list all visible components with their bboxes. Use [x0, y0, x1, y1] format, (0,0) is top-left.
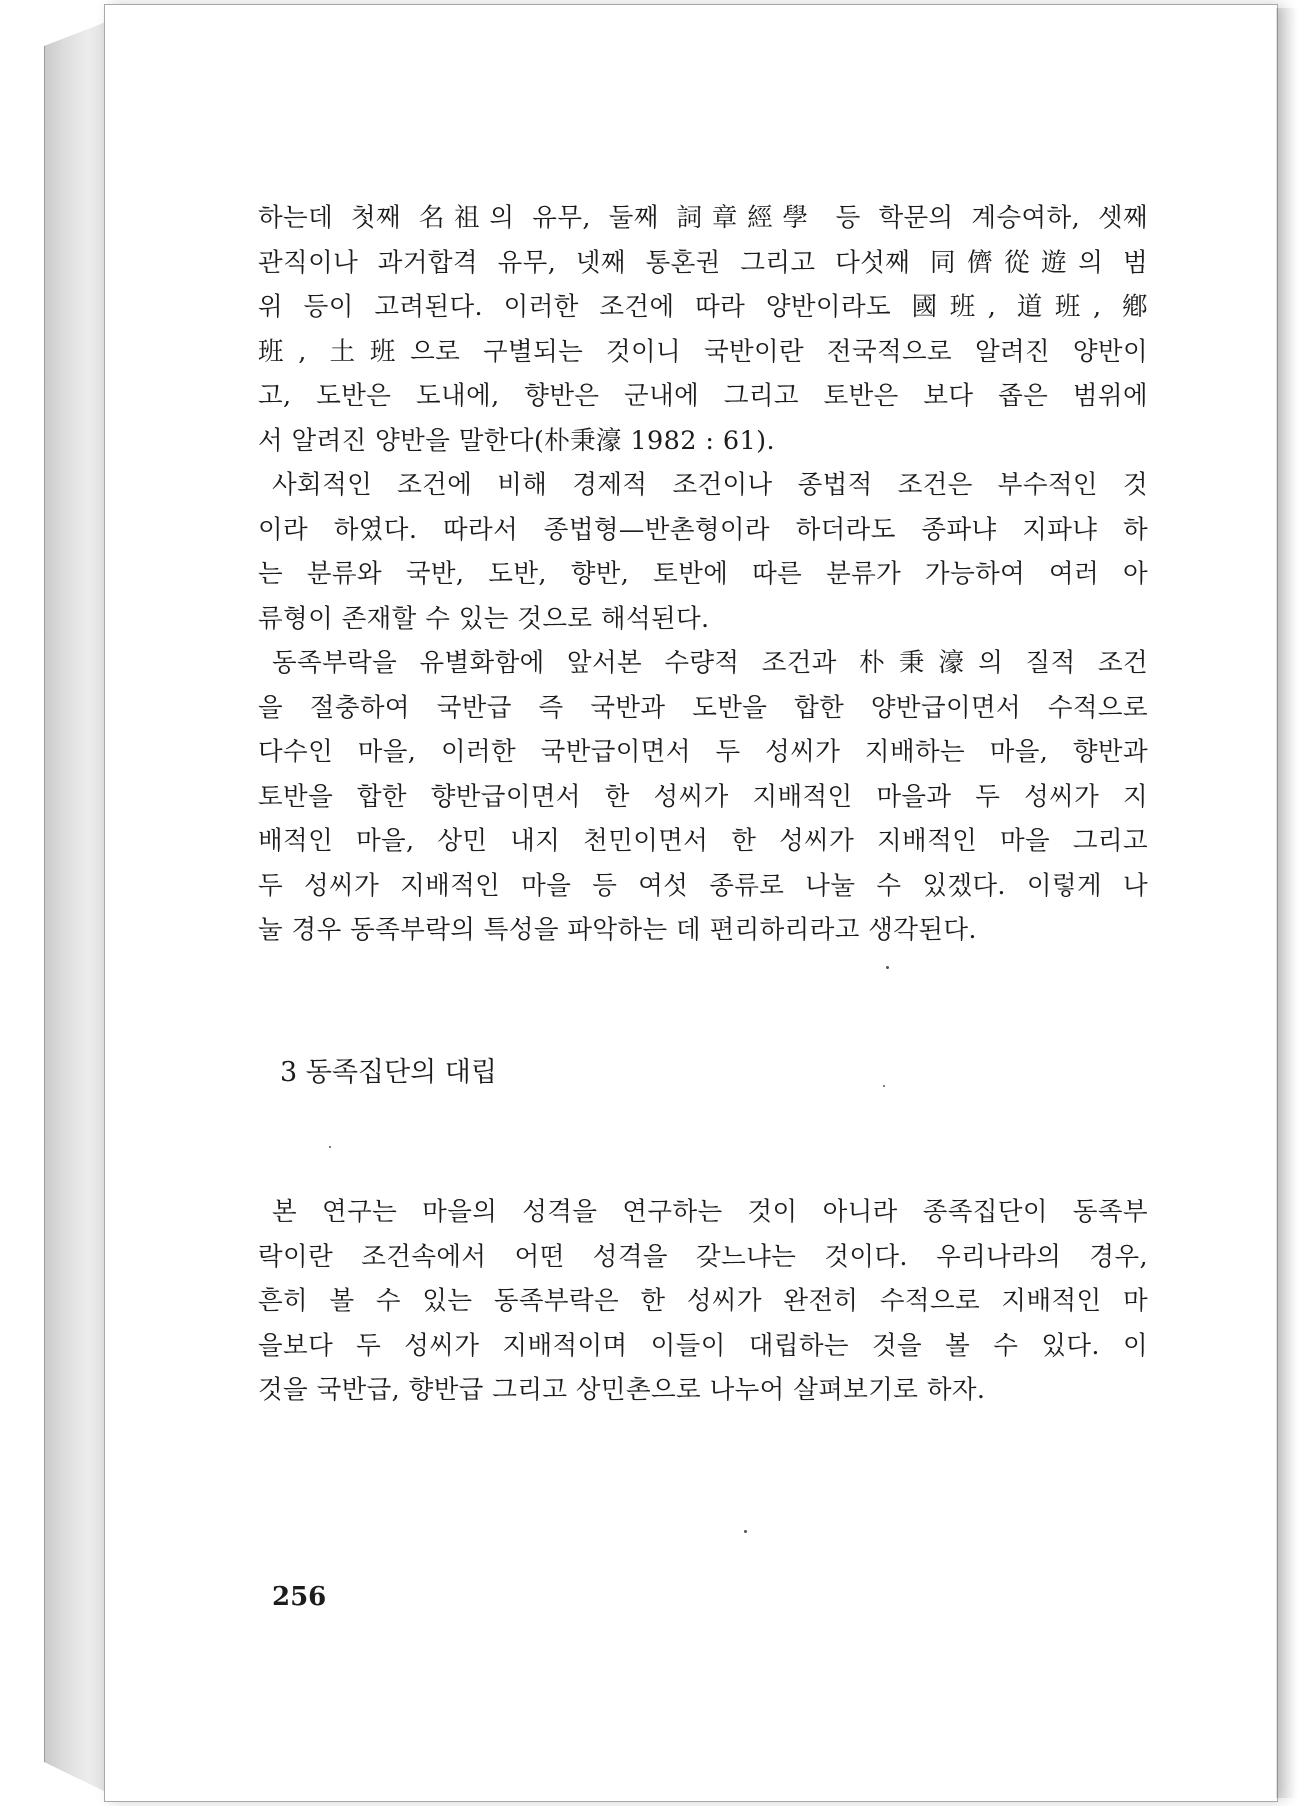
text-line: 다수인 마을, 이러한 국반급이면서 두 성씨가 지배하는 마을, 향반과 [258, 737, 1148, 767]
section-heading: 3 동족집단의 대립 [280, 1057, 497, 1088]
text-line: 류형이 존재할 수 있는 것으로 해석된다. [258, 603, 710, 634]
text-line: 배적인 마을, 상민 내지 천민이면서 한 성씨가 지배적인 마을 그리고 [258, 826, 1148, 856]
scan-speck [329, 1146, 331, 1148]
text-line: 하는데 첫째 名祖의 유무, 둘째 詞章經學 등 학문의 계승여하, 셋째 [258, 203, 1148, 233]
text-line: 것을 국반급, 향반급 그리고 상민촌으로 나누어 살펴보기로 하자. [258, 1375, 986, 1405]
text-line: 사회적인 조건에 비해 경제적 조건이나 종법적 조건은 부수적인 것 [272, 470, 1148, 500]
text-line: 토반을 합한 향반급이면서 한 성씨가 지배적인 마을과 두 성씨가 지 [258, 781, 1148, 812]
scan-speck [883, 1085, 885, 1087]
scan-speck [744, 1530, 747, 1533]
text-line: 눌 경우 동족부락의 특성을 파악하는 데 편리하리라고 생각된다. [258, 915, 977, 945]
text-line: 본 연구는 마을의 성격을 연구하는 것이 아니라 종족집단이 동족부 [272, 1197, 1148, 1227]
paragraph-1 [258, 196, 1148, 463]
page-number: 256 [272, 1582, 327, 1612]
text-line: 는 분류와 국반, 도반, 향반, 토반에 따른 분류가 가능하여 여러 아 [258, 559, 1148, 589]
text-line: 위 등이 고려된다. 이러한 조건에 따라 양반이라도 國班, 道班, 鄕 [258, 292, 1148, 322]
text-line: 서 알려진 양반을 말한다(朴秉濠 1982 : 61). [258, 425, 776, 456]
page-shadow [1276, 8, 1298, 1798]
text-line: 고, 도반은 도내에, 향반은 군내에 그리고 토반은 보다 좁은 범위에 [258, 381, 1148, 411]
text-line: 두 성씨가 지배적인 마을 등 여섯 종류로 나눌 수 있겠다. 이렇게 나 [258, 870, 1148, 901]
text-line: 관직이나 과거합격 유무, 넷째 통혼권 그리고 다섯째 同儕從遊의 범 [258, 247, 1148, 278]
text-line: 을보다 두 성씨가 지배적이며 이들이 대립하는 것을 볼 수 있다. 이 [258, 1330, 1148, 1361]
text-line: 락이란 조건속에서 어떤 성격을 갖느냐는 것이다. 우리나라의 경우, [258, 1241, 1148, 1272]
book-spine-edge [44, 22, 106, 1792]
scan-speck [886, 966, 889, 969]
paragraph-4 [258, 1190, 1148, 1413]
paragraph-2 [258, 463, 1148, 641]
text-line: 이라 하였다. 따라서 종법형—반촌형이라 하더라도 종파냐 지파냐 하 [258, 514, 1148, 545]
text-line: 흔히 볼 수 있는 동족부락은 한 성씨가 완전히 수적으로 지배적인 마 [258, 1286, 1148, 1316]
text-line: 을 절충하여 국반급 즉 국반과 도반을 합한 양반급이면서 수적으로 [258, 692, 1148, 723]
paragraph-3 [258, 641, 1148, 953]
text-line: 班, 土班으로 구별되는 것이니 국반이란 전국적으로 알려진 양반이 [258, 336, 1148, 367]
text-line: 동족부락을 유별화함에 앞서본 수량적 조건과 朴秉濠의 질적 조건 [272, 648, 1148, 678]
